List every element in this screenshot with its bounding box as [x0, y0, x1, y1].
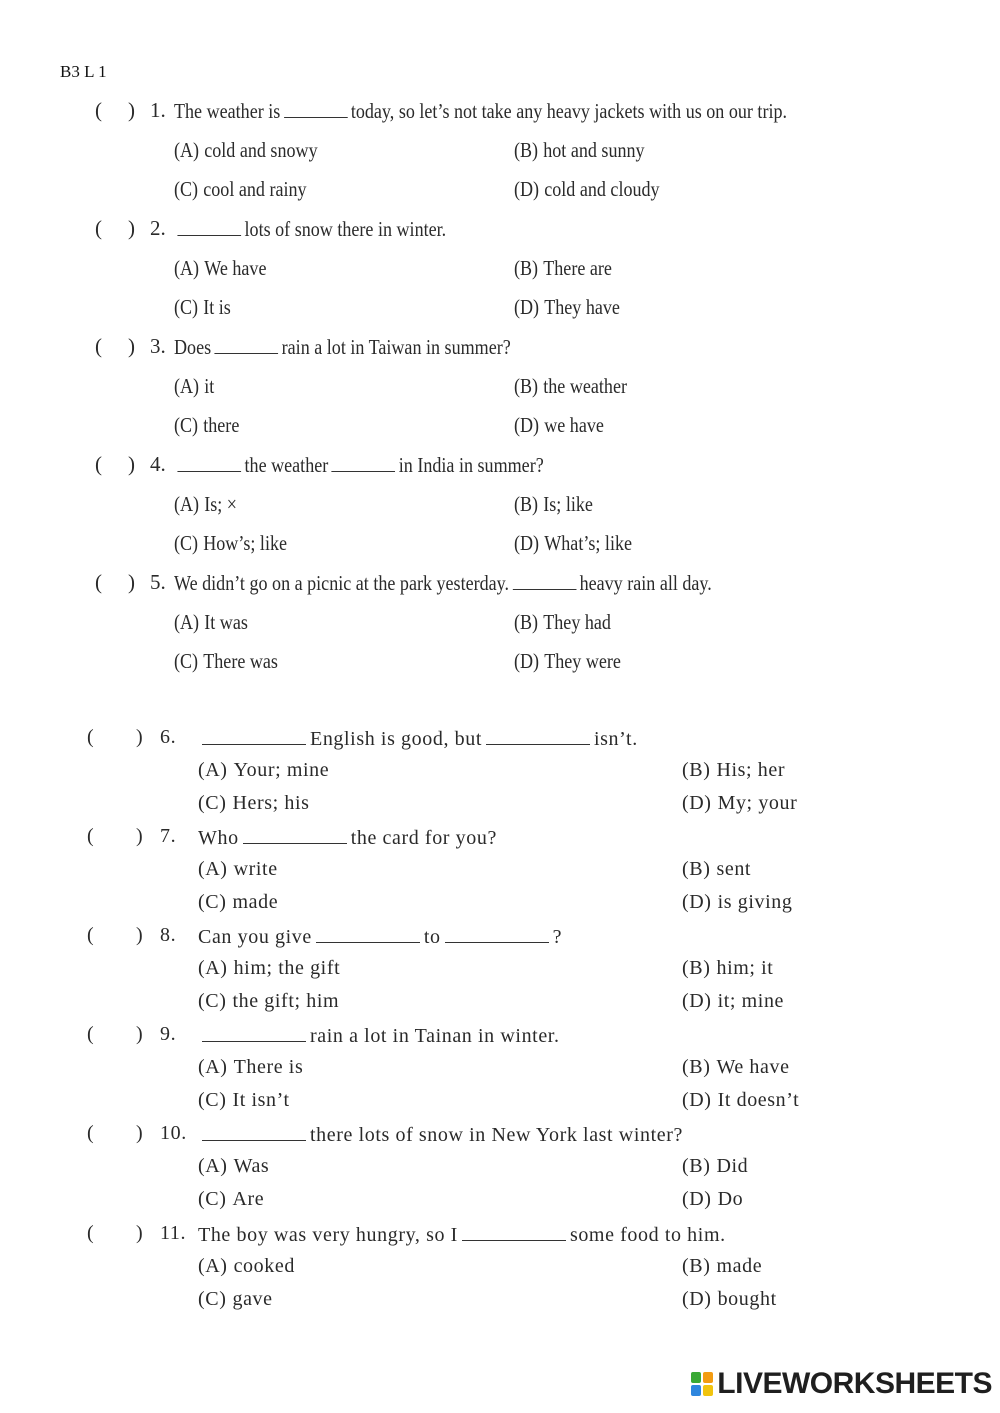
option-text: There was — [203, 649, 278, 673]
option-text: gave — [232, 1288, 273, 1310]
option-b[interactable] — [514, 610, 611, 635]
option-text: It is — [203, 295, 231, 319]
option-letter: (C) — [174, 177, 199, 201]
answer-paren-open: ( — [87, 1222, 95, 1244]
question-number: 8. — [160, 924, 177, 946]
option-a[interactable] — [174, 492, 237, 517]
answer-paren-open: ( — [87, 825, 95, 847]
answer-box[interactable] — [106, 218, 130, 242]
question-line — [0, 1222, 1000, 1255]
option-c[interactable] — [198, 990, 339, 1013]
option-text: There is — [233, 1056, 304, 1078]
question-line — [0, 1122, 1000, 1155]
option-text: cold and cloudy — [544, 177, 660, 201]
answer-blank[interactable] — [177, 216, 241, 236]
options-row — [0, 759, 1000, 792]
question — [0, 825, 1000, 924]
option-text: It isn’t — [232, 1089, 290, 1111]
question-number: 10. — [160, 1122, 187, 1144]
option-text: It was — [204, 609, 248, 634]
option-text: Was — [233, 1155, 270, 1177]
answer-blank[interactable] — [202, 726, 306, 745]
answer-blank[interactable] — [332, 452, 396, 472]
option-c[interactable] — [174, 177, 307, 202]
answer-blank[interactable] — [445, 924, 549, 943]
option-d[interactable] — [682, 1188, 743, 1211]
answer-paren-close: ) — [128, 98, 135, 122]
question — [0, 216, 1000, 335]
options-row — [0, 1155, 1000, 1188]
answer-box[interactable] — [100, 728, 124, 752]
options-row — [0, 374, 1000, 414]
question-number: 4. — [150, 452, 166, 476]
stem-text: rain a lot in Tainan in winter. — [310, 1025, 560, 1047]
option-text: write — [233, 858, 278, 880]
question-number: 6. — [160, 726, 177, 748]
option-text: we have — [544, 413, 604, 437]
options-row — [0, 256, 1000, 296]
answer-blank[interactable] — [202, 1023, 306, 1042]
stem-text: ? — [552, 926, 563, 948]
options-row — [0, 177, 1000, 217]
option-letter: (B) — [682, 1255, 711, 1277]
option-text: the gift; him — [232, 990, 340, 1012]
option-letter: (A) — [174, 373, 200, 398]
answer-box[interactable] — [100, 1124, 124, 1148]
option-letter: (C) — [174, 531, 199, 555]
option-text: made — [716, 1255, 763, 1277]
question — [0, 924, 1000, 1023]
answer-box[interactable] — [106, 100, 130, 124]
question-line — [0, 1023, 1000, 1056]
question-number: 2. — [150, 216, 166, 240]
question-number: 9. — [160, 1023, 177, 1045]
question-line — [0, 334, 1000, 374]
options-row — [0, 1255, 1000, 1288]
option-letter: (C) — [198, 792, 227, 814]
option-c[interactable] — [198, 1288, 273, 1311]
option-text: Do — [717, 1188, 744, 1210]
option-letter: (A) — [198, 759, 228, 781]
option-a[interactable] — [174, 138, 318, 163]
options — [0, 610, 1000, 689]
option-a[interactable] — [174, 256, 266, 281]
question — [0, 98, 1000, 217]
option-d[interactable] — [682, 1089, 799, 1112]
option-text: There are — [543, 255, 612, 280]
stem-text: Who — [198, 827, 239, 849]
question-line — [0, 924, 1000, 957]
option-b[interactable] — [514, 256, 612, 281]
answer-paren-close: ) — [136, 825, 144, 847]
stem-text: Does — [174, 334, 212, 359]
question-stem — [198, 825, 497, 850]
options — [0, 957, 1000, 1023]
option-letter: (D) — [682, 891, 712, 913]
stem-text: some food to him. — [569, 1224, 726, 1246]
option-letter: (A) — [174, 491, 200, 516]
options-row — [0, 1288, 1000, 1321]
question-line — [0, 825, 1000, 858]
option-text: Your; mine — [233, 759, 330, 781]
stem-text: rain a lot in Taiwan in summer? — [281, 334, 511, 359]
option-letter: (B) — [682, 1155, 711, 1177]
stem-text: Can you give — [198, 926, 312, 948]
option-letter: (D) — [682, 1188, 712, 1210]
option-b[interactable] — [682, 759, 785, 782]
option-text: They were — [544, 649, 621, 673]
answer-blank[interactable] — [202, 1122, 306, 1141]
answer-blank[interactable] — [243, 825, 347, 844]
option-text: bought — [717, 1288, 777, 1310]
stem-text: We didn’t go on a picnic at the park yesterday. — [174, 570, 510, 595]
option-letter: (D) — [682, 1288, 712, 1310]
option-letter: (A) — [198, 858, 228, 880]
option-c[interactable] — [198, 1089, 290, 1112]
question-line — [0, 216, 1000, 256]
option-text: is giving — [717, 891, 793, 913]
option-letter: (A) — [174, 137, 200, 162]
option-letter: (A) — [198, 1056, 228, 1078]
answer-paren-close: ) — [136, 1122, 144, 1144]
options-row — [0, 531, 1000, 571]
answer-blank[interactable] — [177, 452, 241, 472]
option-letter: (C) — [174, 649, 199, 673]
option-letter: (C) — [174, 295, 199, 319]
question — [0, 1023, 1000, 1122]
option-letter: (D) — [682, 990, 712, 1012]
option-b[interactable] — [514, 374, 627, 399]
options-row — [0, 1089, 1000, 1122]
question — [0, 1222, 1000, 1321]
option-a[interactable] — [174, 374, 214, 399]
option-a[interactable] — [198, 1155, 269, 1178]
answer-paren-close: ) — [136, 1222, 144, 1244]
question-stem — [198, 1023, 560, 1048]
question-line — [0, 570, 1000, 610]
answer-paren-close: ) — [128, 570, 135, 594]
options-row — [0, 610, 1000, 650]
option-d[interactable] — [514, 177, 660, 202]
option-d[interactable] — [514, 295, 620, 320]
option-text: They had — [543, 609, 611, 634]
answer-paren-close: ) — [136, 726, 144, 748]
question — [0, 452, 1000, 571]
option-letter: (A) — [198, 1155, 228, 1177]
option-text: him; it — [716, 957, 774, 979]
options-row — [0, 957, 1000, 990]
answer-paren-open: ( — [87, 924, 95, 946]
option-d[interactable] — [682, 990, 784, 1013]
option-text: made — [232, 891, 279, 913]
question — [0, 726, 1000, 825]
question-line — [0, 452, 1000, 492]
option-b[interactable] — [682, 1255, 762, 1278]
answer-blank[interactable] — [486, 726, 590, 745]
option-text: Hers; his — [232, 792, 310, 814]
option-text: What’s; like — [544, 531, 633, 555]
options-row — [0, 413, 1000, 453]
option-b[interactable] — [682, 957, 773, 980]
option-a[interactable] — [174, 610, 248, 635]
question — [0, 570, 1000, 689]
option-c[interactable] — [174, 413, 239, 438]
option-text: Is; like — [543, 491, 593, 516]
option-text: We have — [204, 255, 267, 280]
answer-paren-open: ( — [95, 570, 102, 594]
options — [0, 256, 1000, 335]
answer-paren-open: ( — [95, 452, 102, 476]
option-c[interactable] — [198, 1188, 264, 1211]
option-letter: (C) — [198, 1288, 227, 1310]
worksheet-label: B3 L 1 — [60, 62, 107, 81]
option-text: sent — [716, 858, 752, 880]
stem-text: the card for you? — [350, 827, 497, 849]
option-letter: (D) — [514, 531, 540, 555]
answer-box[interactable] — [106, 454, 130, 478]
option-text: They have — [544, 295, 620, 319]
question-number: 5. — [150, 570, 166, 594]
question-stem — [198, 1222, 726, 1247]
option-letter: (C) — [198, 1188, 227, 1210]
option-d[interactable] — [682, 792, 797, 815]
answer-paren-open: ( — [95, 216, 102, 240]
option-text: cold and snowy — [204, 137, 318, 162]
answer-box[interactable] — [100, 1224, 124, 1248]
answer-blank[interactable] — [513, 570, 577, 590]
options-row — [0, 492, 1000, 532]
logo-mark-icon — [691, 1372, 713, 1396]
option-letter: (B) — [514, 491, 539, 516]
option-d[interactable] — [682, 1288, 777, 1311]
question-line — [0, 726, 1000, 759]
option-letter: (B) — [514, 373, 539, 398]
option-text: there — [203, 413, 240, 437]
answer-box[interactable] — [100, 827, 124, 851]
answer-paren-close: ) — [128, 334, 135, 358]
option-text: him; the gift — [233, 957, 341, 979]
stem-text: in India in summer? — [398, 452, 544, 477]
options — [0, 492, 1000, 571]
option-letter: (D) — [514, 649, 540, 673]
option-letter: (C) — [198, 1089, 227, 1111]
option-b[interactable] — [682, 1155, 748, 1178]
options — [0, 759, 1000, 825]
option-letter: (A) — [198, 957, 228, 979]
question-number: 1. — [150, 98, 166, 122]
stem-text: isn’t. — [594, 728, 638, 750]
option-b[interactable] — [514, 492, 593, 517]
option-letter: (D) — [514, 413, 540, 437]
stem-text: heavy rain all day. — [579, 570, 712, 595]
option-letter: (B) — [682, 957, 711, 979]
question — [0, 1122, 1000, 1221]
option-text: Did — [716, 1155, 749, 1177]
question-stem — [174, 334, 511, 360]
options — [0, 1056, 1000, 1122]
stem-text: lots of snow there in winter. — [244, 216, 447, 241]
answer-blank[interactable] — [316, 924, 420, 943]
option-text: hot and sunny — [543, 137, 645, 162]
option-text: How’s; like — [203, 531, 288, 555]
answer-blank[interactable] — [215, 334, 279, 354]
answer-blank[interactable] — [284, 98, 348, 118]
options-row — [0, 891, 1000, 924]
answer-paren-close: ) — [128, 216, 135, 240]
stem-text: The boy was very hungry, so I — [198, 1224, 458, 1246]
options — [0, 858, 1000, 924]
option-letter: (B) — [514, 137, 539, 162]
options-row — [0, 1056, 1000, 1089]
option-letter: (A) — [198, 1255, 228, 1277]
options-row — [0, 990, 1000, 1023]
answer-box[interactable] — [106, 336, 130, 360]
option-letter: (D) — [514, 295, 540, 319]
options — [0, 138, 1000, 217]
option-letter: (D) — [514, 177, 540, 201]
options-row — [0, 295, 1000, 335]
option-text: Are — [232, 1188, 265, 1210]
stem-text: to — [423, 926, 441, 948]
question-stem — [174, 98, 787, 124]
option-letter: (B) — [682, 1056, 711, 1078]
option-c[interactable] — [174, 649, 278, 674]
option-text: cool and rainy — [203, 177, 307, 201]
option-text: Is; × — [204, 491, 237, 516]
option-text: cooked — [233, 1255, 295, 1277]
option-letter: (C) — [174, 413, 199, 437]
options — [0, 1255, 1000, 1321]
option-letter: (A) — [174, 255, 200, 280]
answer-paren-close: ) — [128, 452, 135, 476]
answer-paren-open: ( — [87, 726, 95, 748]
option-letter: (B) — [682, 858, 711, 880]
options-row — [0, 1188, 1000, 1221]
option-c[interactable] — [174, 531, 287, 556]
answer-paren-close: ) — [136, 1023, 144, 1045]
option-d[interactable] — [514, 413, 604, 438]
question-stem — [174, 452, 544, 478]
question-stem — [198, 924, 562, 949]
option-d[interactable] — [514, 531, 632, 556]
option-b[interactable] — [682, 858, 751, 881]
question-stem — [174, 570, 712, 596]
option-b[interactable] — [682, 1056, 790, 1079]
answer-box[interactable] — [106, 572, 130, 596]
stem-text: there lots of snow in New York last winter? — [310, 1124, 683, 1146]
option-c[interactable] — [198, 792, 310, 815]
options-row — [0, 138, 1000, 178]
options-row — [0, 858, 1000, 891]
option-a[interactable] — [198, 957, 340, 980]
question — [0, 334, 1000, 453]
option-letter: (C) — [198, 891, 227, 913]
option-text: it — [204, 373, 215, 398]
stem-text: The weather is — [174, 98, 281, 123]
answer-box[interactable] — [100, 1025, 124, 1049]
option-letter: (B) — [514, 255, 539, 280]
option-letter: (D) — [682, 792, 712, 814]
logo-text: LIVEWORKSHEETS — [717, 1367, 992, 1400]
options-row — [0, 649, 1000, 689]
option-d[interactable] — [682, 891, 792, 914]
question-line — [0, 98, 1000, 138]
answer-paren-open: ( — [87, 1023, 95, 1045]
option-text: His; her — [716, 759, 786, 781]
stem-text: English is good, but — [310, 728, 483, 750]
option-letter: (C) — [198, 990, 227, 1012]
options — [0, 374, 1000, 453]
option-text: My; your — [717, 792, 798, 814]
question-number: 7. — [160, 825, 177, 847]
option-letter: (B) — [514, 609, 539, 634]
question-stem — [174, 216, 446, 242]
question-stem — [198, 726, 638, 751]
question-number: 11. — [160, 1222, 187, 1244]
option-a[interactable] — [198, 1056, 303, 1079]
option-text: We have — [716, 1056, 790, 1078]
liveworksheets-logo — [691, 1369, 992, 1399]
answer-paren-open: ( — [95, 98, 102, 122]
option-a[interactable] — [198, 1255, 295, 1278]
stem-text: the weather — [244, 452, 329, 477]
option-letter: (A) — [174, 609, 200, 634]
option-a[interactable] — [198, 759, 329, 782]
option-b[interactable] — [514, 138, 645, 163]
answer-box[interactable] — [100, 926, 124, 950]
option-letter: (D) — [682, 1089, 712, 1111]
option-text: the weather — [543, 373, 627, 398]
option-text: It doesn’t — [717, 1089, 800, 1111]
answer-paren-open: ( — [87, 1122, 95, 1144]
option-c[interactable] — [174, 295, 231, 320]
options-row — [0, 792, 1000, 825]
answer-paren-close: ) — [136, 924, 144, 946]
option-letter: (B) — [682, 759, 711, 781]
options — [0, 1155, 1000, 1221]
answer-paren-open: ( — [95, 334, 102, 358]
question-stem — [198, 1122, 683, 1147]
stem-text: today, so let’s not take any heavy jackets with us on our trip. — [350, 98, 788, 123]
answer-blank[interactable] — [462, 1222, 566, 1241]
option-text: it; mine — [717, 990, 785, 1012]
option-d[interactable] — [514, 649, 621, 674]
option-a[interactable] — [198, 858, 278, 881]
option-c[interactable] — [198, 891, 278, 914]
question-number: 3. — [150, 334, 166, 358]
